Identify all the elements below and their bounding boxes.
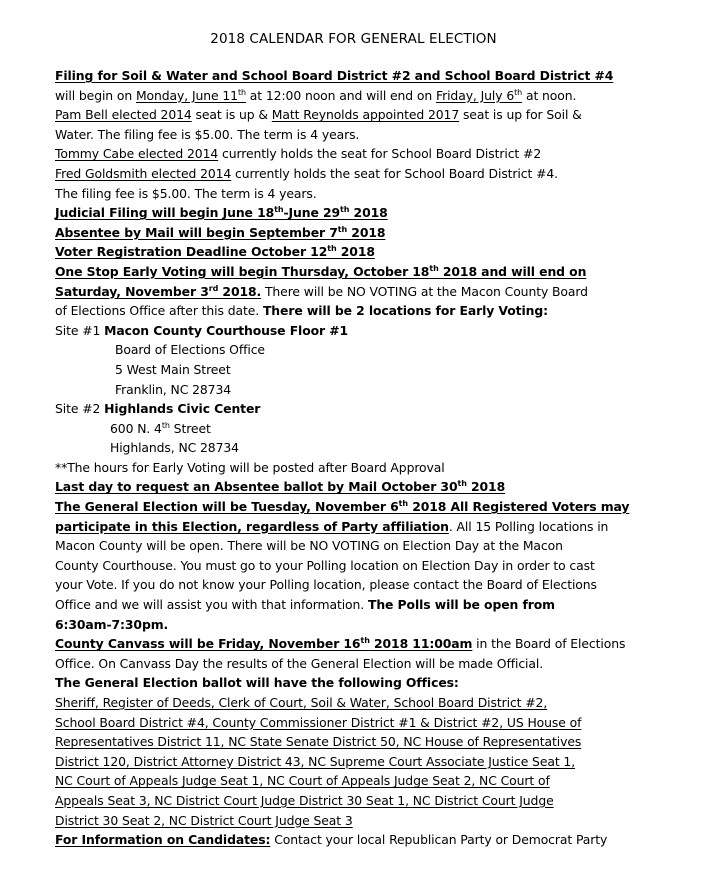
canvass-line: County Canvass will be Friday, November 16th 2018 11:00am in the Board of Elections (55, 636, 626, 652)
site1-address-street: 5 West Main Street (115, 361, 231, 377)
judicial-filing-line: Judicial Filing will begin June 18th-June 29th 2018 (55, 205, 388, 221)
absentee-mail-line: Absentee by Mail will begin September 7th 2018 (55, 224, 386, 240)
soil-water-seats-line: Pam Bell elected 2014 seat is up & Matt Reynolds appointed 2017 seat is up for Soil & (55, 107, 582, 123)
early-voting-line: One Stop Early Voting will begin Thursday, October 18th 2018 and will end on (55, 263, 587, 279)
participation-line: participate in this Election, regardless of Party affiliation. All 15 Polling locations in (55, 518, 609, 534)
election-info-line-1: Macon County will be open. There will be NO VOTING on Election Day at the Macon (55, 538, 563, 554)
filing-dates-line: will begin on Monday, June 11th at 12:00 noon and will end on Friday, July 6th at noon. (55, 87, 577, 103)
offices-line-7: District 30 Seat 2, NC District Court Judge Seat 3 (55, 812, 353, 828)
ballot-offices-heading: The General Election ballot will have the following Offices: (55, 675, 459, 691)
district4-seat-line: Fred Goldsmith elected 2014 currently holds the seat for School Board District #4. (55, 165, 558, 181)
district2-seat-line: Tommy Cabe elected 2014 currently holds the seat for School Board District #2 (55, 146, 542, 162)
offices-line-2: School Board District #4, County Commissioner District #1 & District #2, US House of (55, 714, 582, 730)
candidate-info-line: For Information on Candidates: Contact your local Republican Party or Democrat Party (55, 832, 608, 848)
site1-address-city: Franklin, NC 28734 (115, 381, 232, 397)
page-title: 2018 CALENDAR FOR GENERAL ELECTION (210, 31, 497, 47)
polls-hours-line: 6:30am-7:30pm. (55, 616, 169, 632)
site2-address-street: 600 N. 4th Street (110, 420, 211, 436)
site1-line: Site #1 Macon County Courthouse Floor #1 (55, 322, 349, 338)
school-board-fee-line: The filing fee is $5.00. The term is 4 years. (55, 185, 317, 201)
offices-line-5: NC Court of Appeals Judge Seat 1, NC Court of Appeals Judge Seat 2, NC Court of (55, 773, 550, 789)
soil-water-fee-line: Water. The filing fee is $5.00. The term is 4 years. (55, 126, 360, 142)
document-body (55, 66, 695, 850)
offices-line-6: Appeals Seat 3, NC District Court Judge District 30 Seat 1, NC District Court Judge (55, 792, 554, 808)
general-election-line: The General Election will be Tuesday, November 6th 2018 All Registered Voters may (55, 498, 630, 515)
election-info-line-4: Office and we will assist you with that information. The Polls will be open from (55, 597, 555, 613)
site2-address-city: Highlands, NC 28734 (110, 440, 239, 456)
early-voting-locations-line: of Elections Office after this date. There will be 2 locations for Early Voting: (55, 303, 548, 319)
early-voting-end-line: Saturday, November 3rd 2018. There will be NO VOTING at the Macon County Board (55, 283, 588, 299)
early-voting-hours-note: **The hours for Early Voting will be posted after Board Approval (55, 459, 445, 475)
filing-heading-line: Filing for Soil & Water and School Board District #2 and School Board District #4 (55, 68, 614, 83)
offices-line-3: Representatives District 11, NC State Senate District 50, NC House of Representatives (55, 734, 582, 750)
election-info-line-2: County Courthouse. You must go to your Polling location on Election Day in order to cast (55, 557, 595, 573)
offices-line-4: District 120, District Attorney District 43, NC Supreme Court Associate Justice Seat 1, (55, 753, 576, 769)
canvass-detail-line: Office. On Canvass Day the results of the General Election will be made Official. (55, 655, 544, 671)
site1-address-office: Board of Elections Office (115, 342, 265, 358)
site2-line: Site #2 Highlands Civic Center (55, 401, 261, 417)
voter-registration-line: Voter Registration Deadline October 12th 2018 (55, 244, 375, 260)
absentee-request-line: Last day to request an Absentee ballot by Mail October 30th 2018 (55, 479, 506, 495)
election-info-line-3: your Vote. If you do not know your Polling location, please contact the Board of Elections (55, 577, 597, 593)
offices-line-1: Sheriff, Register of Deeds, Clerk of Court, Soil & Water, School Board District #2, (55, 695, 548, 710)
